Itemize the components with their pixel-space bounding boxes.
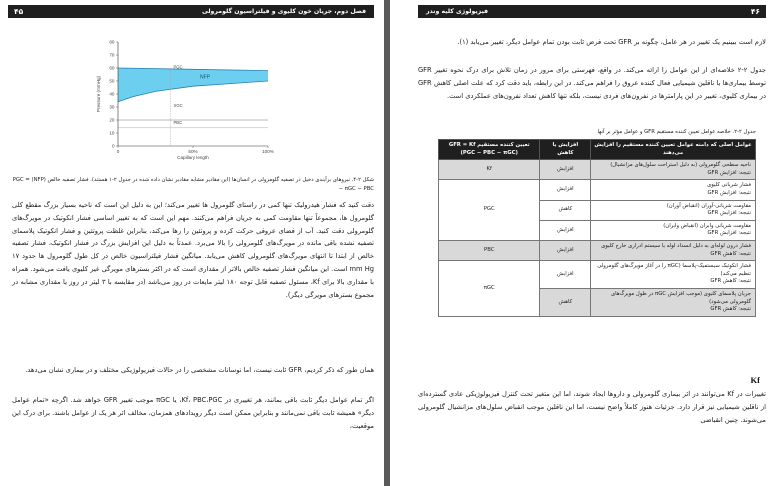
header-determinant: تعیین کننده مستقیم GFR = Kf (PGC − PBC − πGC) [439, 140, 540, 160]
table-row [439, 180, 756, 200]
y-tick-label: 10 [109, 130, 115, 136]
nfp-area [118, 68, 268, 102]
effect-text: نتیجه: افزایش GFR [707, 189, 751, 196]
effect-text: نتیجه: افزایش GFR [707, 210, 751, 217]
nfp-annotation: NFP [200, 74, 210, 81]
effect-text: نتیجه: کاهش GFR [710, 250, 751, 257]
right-page [390, 0, 774, 486]
condition-cell [591, 288, 756, 316]
chapter-title: فصل دوم، جریان خون کلیوی و فیلتراسیون گلومرولی [201, 8, 366, 15]
table-header-row [439, 140, 756, 160]
intro-paragraph-2: جدول ۲-۲ خلاصه‌ای از این عوامل را ارائه می‌کند. در واقع، فهرستی برای مرور در زمان تلاش برای درک نحوه تغییر GFR توسط بیماری‌ها یا ناقلین شیمیایی فعال کننده عروق را فراهم می‌کند. در این رابطه، باید دقت کرد که علت اصلی کاهش GFR در بیماری کلیوی، تغییر در این پارامترها در نفرون‌های فردی نیست، بلکه تنها کاهش تعداد نفرون‌های عملکردی است. [418, 66, 766, 100]
table-caption: جدول ۲-۲. خلاصه عوامل تعیین کننده مستقیم GFR و عوامل مؤثر بر آنها [597, 129, 756, 135]
condition-cell [591, 160, 756, 180]
y-tick-label: 70 [109, 52, 115, 58]
direction-cell: کاهش [540, 200, 591, 220]
y-tick-label: 40 [109, 91, 115, 97]
determinant-cell: Kf [439, 160, 540, 180]
condition-text: فشار انکوتیک سیستمیک-پلاسما (πGC را در آغاز مویرگ‌های گلومرولی تنظیم می‌کند) [597, 263, 751, 277]
direction-cell: افزایش [540, 160, 591, 180]
effect-text: نتیجه: افزایش GFR [707, 169, 751, 176]
effect-text: نتیجه: کاهش GFR [710, 278, 751, 285]
condition-text: مقاومت شریانی-آوران (انقباض آوران) [666, 202, 751, 209]
direction-cell: افزایش [540, 261, 591, 289]
body-paragraph-1: دقت کنید که فشار هیدرولیک تنها کمی در راستای گلومرول ها تغییر می‌کند؛ این به دلیل این است که ناحیه بسیار بزرگ مقطع کلی گلومرول ها، مجموعاً تنها مقاومت کمی به جریان فراهم می‌کنند. مهم این است که به تغییر اساسی فشار انکوتیک در مویرگ‌های گلومرولی دقت کنید. آب از فضای عروقی حرکت کرده و پروتئین را رها می‌کند، بنابراین غلظت پروتئین و فشار انکوتیک پلاسمای تصفیه نشده باقی مانده در مویرگ‌های گلومرولی را بالا می‌برد. عمدتاً به دلیل این افزایش بزرگ در فشار انکوتیک، فشار تصفیه خالص از ابتدا تا انتهای مویرگ‌های گلومرولی کاهش می‌یابد. میانگین فشار فیلتراسیون خالص در کل طول گلومرول ها حدود ۱۷ mm Hg است. این میانگین فشار تصفیه خالص بالاتر از مقداری است که در اکثر بسترهای مویرگی غیر کلیوی یافت می‌شود. همراه با مقداری بالا برای Kf، مسئول تصفیه قابل توجه ۱۸۰ لیتر مایعات در روز می‌باشد (در مقایسه با ۳ لیتر در روز یا مقداری مشابه در مجموع بسترهای مویرگی دیگر). [12, 201, 374, 299]
y-axis-label: Pressure (mmHg) [96, 75, 101, 113]
determinant-cell: PBC [439, 240, 540, 260]
condition-text: فشار شریانی کلیوی [707, 182, 751, 189]
table-row [439, 160, 756, 180]
left-page [0, 0, 384, 486]
figure-caption: شکل ۲-۴. نیروهای برآیندی دخیل در تصفیه گلومرولی در انسان‌ها (این مقادیر مشابه مقادیر نشان داده شده در جدول ۲-۱ هستند). فشار تصفیه خالص (NFP) = PGC − πGC − PBC [12, 177, 374, 192]
body-paragraph-2: همان طور که ذکر کردیم، GFR ثابت نیست، اما نوسانات مشخصی را در حالات فیزیولوژیکی مختلف و در بیماری نشان می‌دهد. [25, 366, 374, 374]
pbc-annotation: PBC [173, 119, 183, 125]
y-tick-label: 60 [109, 65, 115, 71]
section-heading-kf: Kf [750, 375, 760, 385]
gfr-determinants-table [438, 139, 756, 317]
y-tick-label: 0 [111, 143, 115, 149]
condition-cell [591, 180, 756, 200]
page-number: ۴۵ [14, 7, 24, 16]
effect-text: نتیجه: کاهش GFR [710, 306, 751, 313]
header-conditions: عوامل اصلی که دامنه عوامل تعیین کننده مستقیم را افزایش می‌دهند [591, 140, 756, 160]
x-tick-label: 50% [188, 149, 198, 154]
direction-cell: کاهش [540, 288, 591, 316]
y-tick-label: 80 [109, 39, 115, 45]
condition-text: ناحیه سطحی گلومرولی (به دلیل استراحت سلول‌های مزانشیال) [610, 162, 751, 169]
page-header [418, 5, 766, 18]
x-tick-label: 0 [116, 149, 120, 154]
y-tick-label: 20 [109, 117, 115, 123]
determinant-cell: πGC [439, 261, 540, 317]
page-number: ۴۶ [750, 7, 760, 16]
direction-cell: افزایش [540, 240, 591, 260]
kf-paragraph: تغییرات در Kf می‌توانند در اثر بیماری گلومرولی و داروها ایجاد شوند، اما این متغیر تحت کنترل فیزیولوژیکی عادی گسترده‌ای از ناقلین شیمیایی نیز قرار دارد. جزئیات هنوز کاملاً واضح نیست، اما این ناقلین موجب انقباض سلول‌های مزانشیال گلومرولی می‌شوند. چنین انقباضی [418, 390, 766, 424]
body-paragraph-3: اگر تمام عوامل دیگر ثابت باقی بمانند، هر تغییری در Kf، PBC،PGC، یا πGC موجب تغییر GFR خواهد شد. اگرچه «تمام عوامل دیگر» همیشه ثابت باقی نمی‌مانند و بنابراین ممکن است دیگر رویدادهای همزمان، مخالف اثر هر یک از عوامل باشند. برای درک این موقعیت، [12, 396, 374, 430]
x-axis-label: Capillary length [177, 155, 209, 160]
condition-text: مقاومت شریانی وابران (انقباض وابران) [663, 222, 751, 229]
condition-cell [591, 261, 756, 289]
book-title: فیزیولوژی کلیه وندر [426, 8, 489, 15]
intro-paragraph-1: لازم است ببینیم یک تغییر در هر عامل، چگونه بر GFR تحت فرض ثابت بودن تمام عوامل دیگر، تغییر می‌یابد (۱). [457, 38, 766, 46]
condition-text: فشار درون لوله‌ای به دلیل انسداد لوله یا سیستم ادراری خارج کلیوی [601, 242, 751, 249]
direction-cell: افزایش [540, 180, 591, 200]
condition-cell [591, 240, 756, 260]
page-header [8, 5, 374, 18]
header-direction: افزایش یا کاهش [540, 140, 591, 160]
table-row [439, 261, 756, 289]
pressure-chart [82, 32, 282, 172]
pgc-annotation: PGC [173, 64, 183, 70]
condition-text: جریان پلاسمای کلیوی (موجب افزایش πGC در طول مویرگ‌های گلومرولی می‌شود) [610, 290, 751, 305]
pic-annotation: πGC [173, 103, 183, 108]
y-tick-label: 50 [109, 78, 115, 84]
condition-cell [591, 220, 756, 240]
determinant-cell: PGC [439, 180, 540, 241]
table-row [439, 240, 756, 260]
x-tick-label: 100% [262, 149, 274, 154]
effect-text: نتیجه: افزایش GFR [707, 230, 751, 237]
y-tick-label: 30 [109, 104, 115, 110]
condition-cell [591, 200, 756, 220]
direction-cell: افزایش [540, 220, 591, 240]
